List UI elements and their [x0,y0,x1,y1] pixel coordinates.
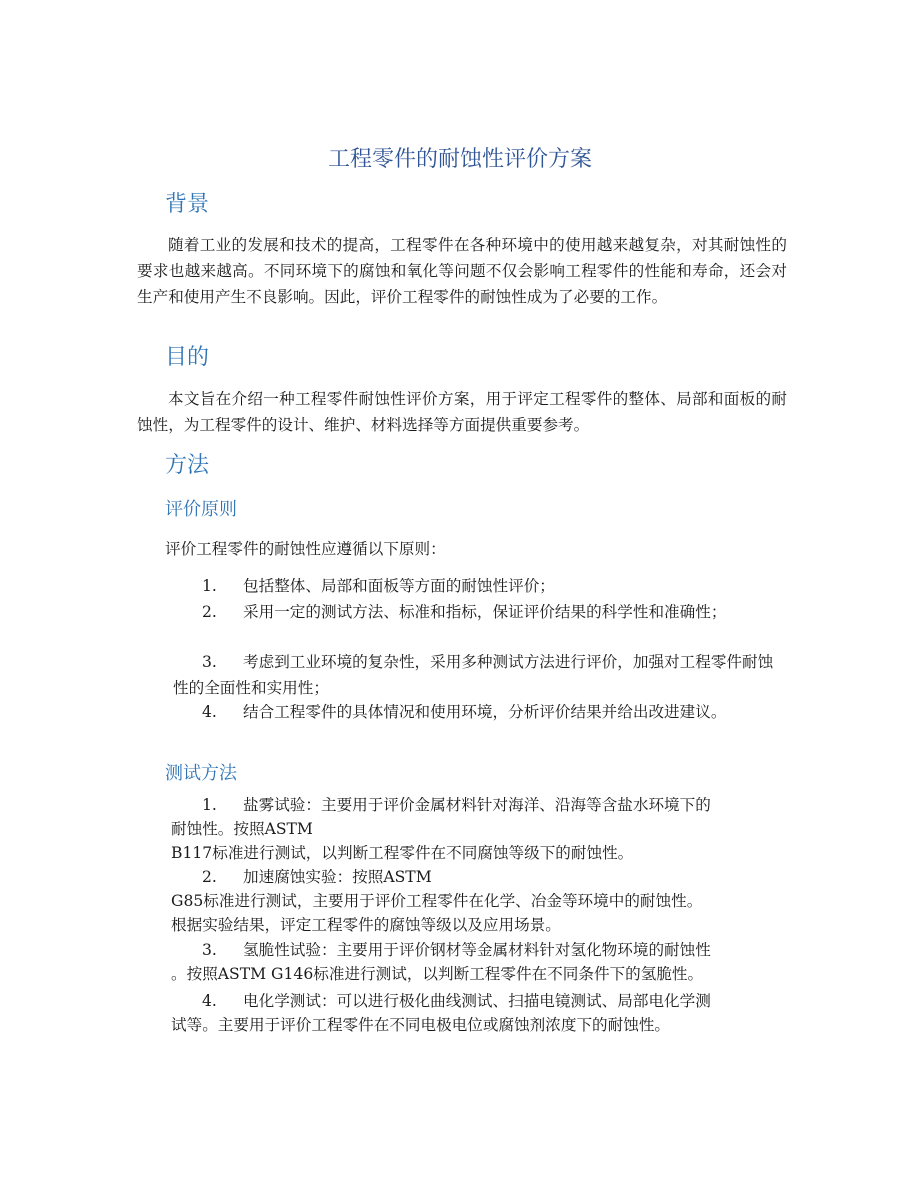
section-heading-purpose: 目的 [165,345,210,370]
test-text-line: G85标准进行测试，主要用于评价工程零件在化学、冶金等环境中的耐蚀性。 [171,892,703,910]
test-number: 1. [202,796,217,814]
document-title: 工程零件的耐蚀性评价方案 [327,147,592,172]
test-number: 2. [202,868,217,886]
test-text-line: 耐蚀性。按照ASTM [171,820,313,838]
subheading-tests: 测试方法 [165,763,237,784]
test-text-line: B117标准进行测试，以判断工程零件在不同腐蚀等级下的耐蚀性。 [171,844,634,862]
test-text-line: 电化学测试：可以进行极化曲线测试、扫描电镜测试、局部电化学测 [243,992,711,1010]
subheading-principles: 评价原则 [165,499,237,520]
test-text-line: 根据实验结果，评定工程零件的腐蚀等级以及应用场景。 [171,916,561,934]
test-number: 4. [202,992,217,1010]
principle-number: 3. [202,653,217,671]
principle-number: 1. [202,577,217,595]
test-text-line: 盐雾试验：主要用于评价金属材料针对海洋、沿海等含盐水环境下的 [243,796,711,814]
principles-intro: 评价工程零件的耐蚀性应遵循以下原则： [165,540,446,558]
principle-number: 4. [202,703,217,721]
purpose-paragraph: 本文旨在介绍一种工程零件耐蚀性评价方案，用于评定工程零件的整体、局部和面板的耐蚀性，为工程零件的设计、维护、材料选择等方面提供重要参考。 [137,390,787,434]
principle-text: 结合工程零件的具体情况和使用环境，分析评价结果并给出改进建议。 [243,703,727,721]
test-text-line: 试等。主要用于评价工程零件在不同电极电位或腐蚀剂浓度下的耐蚀性。 [171,1016,671,1034]
background-paragraph: 随着工业的发展和技术的提高，工程零件在各种环境中的使用越来越复杂，对其耐蚀性的要求也越来越高。不同环境下的腐蚀和氧化等问题不仅会影响工程零件的性能和寿命，还会对生产和使用产生不良影响。因此，评价工程零件的耐蚀性成为了必要的工作。 [137,236,787,306]
test-text-line: 氢脆性试验：主要用于评价钢材等金属材料针对氢化物环境的耐蚀性 [243,941,711,959]
section-heading-method: 方法 [165,453,210,478]
test-text-line: 。按照ASTM G146标准进行测试，以判断工程零件在不同条件下的氢脆性。 [171,965,704,983]
section-heading-background: 背景 [165,192,210,217]
principle-number: 2. [202,603,217,621]
test-number: 3. [202,941,217,959]
principle-text: 考虑到工业环境的复杂性，采用多种测试方法进行评价，加强对工程零件耐蚀性的全面性和实用性； [173,653,774,697]
test-text-line: 加速腐蚀实验：按照ASTM [243,868,432,886]
principle-text: 采用一定的测试方法、标准和指标，保证评价结果的科学性和准确性； [243,603,727,621]
principle-text: 包括整体、局部和面板等方面的耐蚀性评价； [243,577,555,595]
